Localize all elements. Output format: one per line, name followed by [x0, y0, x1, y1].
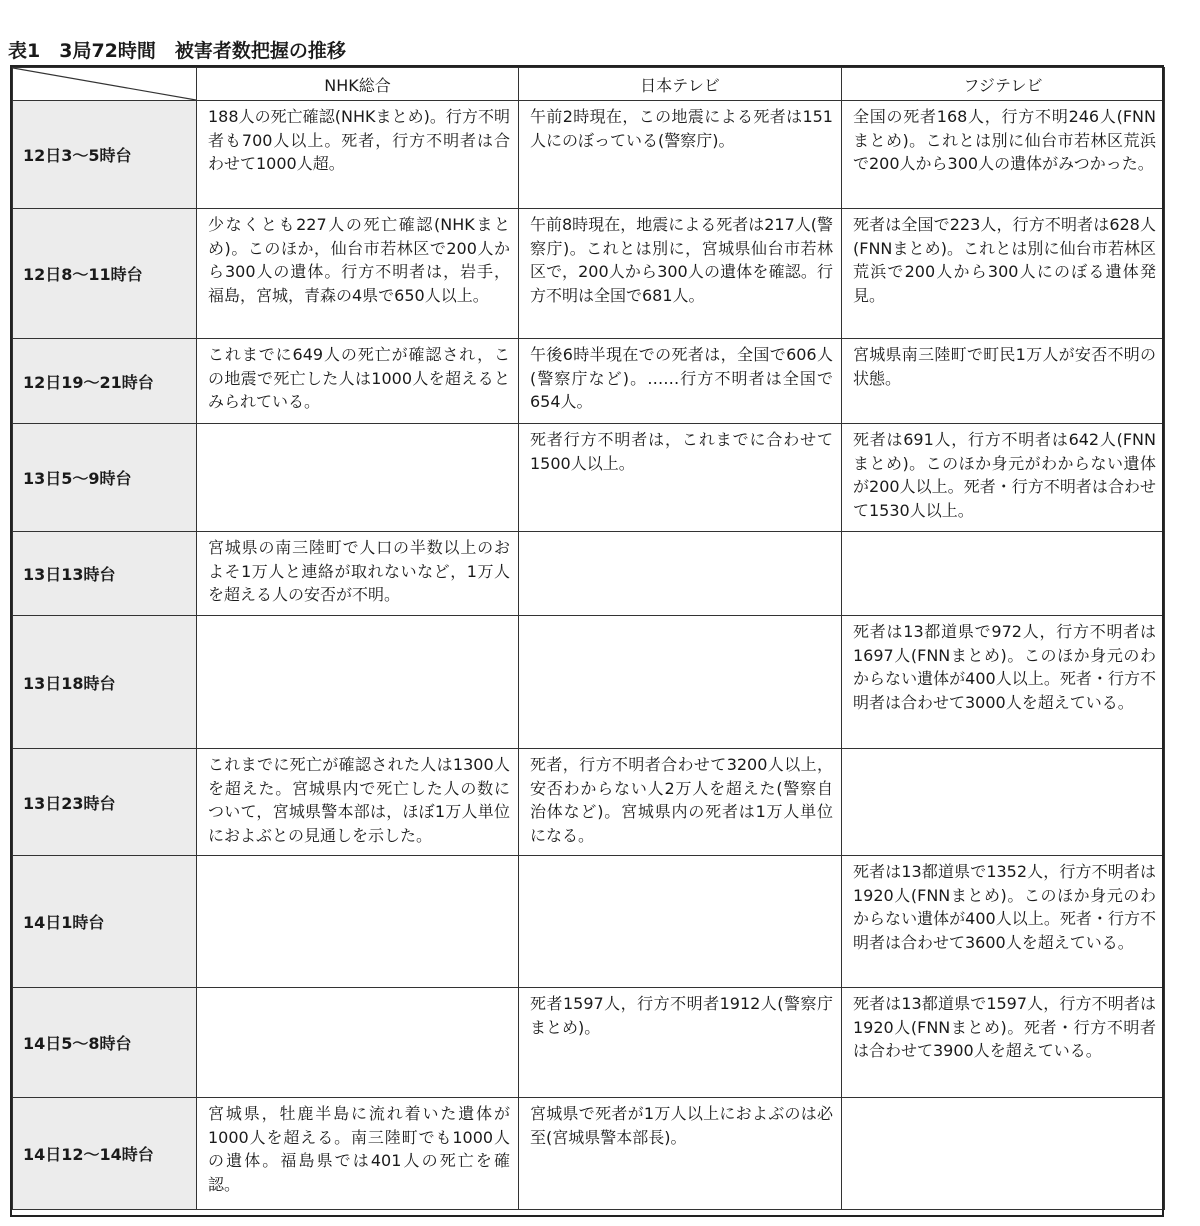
ntv-cell: [519, 616, 842, 749]
time-slot: 12日19～21時台: [13, 339, 197, 424]
ntv-cell: 午前8時現在，地震による死者は217人(警察庁)。これとは別に，宮城県仙台市若林区で，200人から300人の遺体を確認。行方不明は全国で681人。: [519, 209, 842, 339]
table-title: 表1 3局72時間 被害者数把握の推移: [8, 40, 346, 62]
nhk-cell: 188人の死亡確認(NHKまとめ)。行方不明者も700人以上。死者，行方不明者は合わせて1000人超。: [197, 101, 519, 209]
fuji-cell: 死者は全国で223人，行方不明者は628人(FNNまとめ)。これとは別に仙台市若林区荒浜で200人から300人にのぼる遺体発見。: [842, 209, 1165, 339]
column-header-ntv: 日本テレビ: [519, 68, 842, 101]
table-row: [13, 424, 1165, 532]
fuji-cell: 宮城県南三陸町で町民1万人が安否不明の状態。: [842, 339, 1165, 424]
table-row: [13, 101, 1165, 209]
fuji-cell: [842, 749, 1165, 856]
fuji-cell: 死者は13都道県で1597人，行方不明者は1920人(FNNまとめ)。死者・行方不明者は合わせて3900人を超えている。: [842, 988, 1165, 1098]
ntv-cell: 死者1597人，行方不明者1912人(警察庁まとめ)。: [519, 988, 842, 1098]
nhk-cell: [197, 988, 519, 1098]
table-row: [13, 616, 1165, 749]
casualty-table: [12, 67, 1165, 1210]
table-row: [13, 988, 1165, 1098]
time-slot: 14日1時台: [13, 856, 197, 988]
nhk-cell: 宮城県，牡鹿半島に流れ着いた遺体が1000人を超える。南三陸町でも1000人の遺体。福島県では401人の死亡を確認。: [197, 1098, 519, 1210]
ntv-cell: [519, 532, 842, 616]
fuji-cell: 死者は13都道県で1352人，行方不明者は1920人(FNNまとめ)。このほか身元のわからない遺体が400人以上。死者・行方不明者は合わせて3600人を超えている。: [842, 856, 1165, 988]
time-slot: 13日18時台: [13, 616, 197, 749]
nhk-cell: 少なくとも227人の死亡確認(NHKまとめ)。このほか，仙台市若林区で200人から300人の遺体。行方不明者は，岩手，福島，宮城，青森の4県で650人以上。: [197, 209, 519, 339]
fuji-cell: [842, 1098, 1165, 1210]
table-row: [13, 339, 1165, 424]
time-slot: 14日12～14時台: [13, 1098, 197, 1210]
ntv-cell: 宮城県で死者が1万人以上におよぶのは必至(宮城県警本部長)。: [519, 1098, 842, 1210]
nhk-cell: 宮城県の南三陸町で人口の半数以上のおよそ1万人と連絡が取れないなど，1万人を超える人の安否が不明。: [197, 532, 519, 616]
header-row: [13, 68, 1165, 101]
nhk-cell: [197, 424, 519, 532]
table-row: [13, 1098, 1165, 1210]
time-slot: 14日5～8時台: [13, 988, 197, 1098]
table-row: [13, 856, 1165, 988]
fuji-cell: 全国の死者168人，行方不明246人(FNNまとめ)。これとは別に仙台市若林区荒浜で200人から300人の遺体がみつかった。: [842, 101, 1165, 209]
time-slot: 13日13時台: [13, 532, 197, 616]
time-slot: 12日3～5時台: [13, 101, 197, 209]
ntv-cell: 午後6時半現在での死者は，全国で606人(警察庁など)。……行方不明者は全国で654人。: [519, 339, 842, 424]
column-header-fuji: フジテレビ: [842, 68, 1165, 101]
ntv-cell: 死者，行方不明者合わせて3200人以上，安否わからない人2万人を超えた(警察自治体など)。宮城県内の死者は1万人単位になる。: [519, 749, 842, 856]
nhk-cell: これまでに死亡が確認された人は1300人を超えた。宮城県内で死亡した人の数について，宮城県警本部は，ほぼ1万人単位におよぶとの見通しを示した。: [197, 749, 519, 856]
time-slot: 13日23時台: [13, 749, 197, 856]
time-slot: 12日8～11時台: [13, 209, 197, 339]
table-row: [13, 209, 1165, 339]
nhk-cell: これまでに649人の死亡が確認され，この地震で死亡した人は1000人を超えるとみられている。: [197, 339, 519, 424]
fuji-cell: [842, 532, 1165, 616]
table-row: [13, 749, 1165, 856]
ntv-cell: 死者行方不明者は，これまでに合わせて1500人以上。: [519, 424, 842, 532]
nhk-cell: [197, 616, 519, 749]
table-row: [13, 532, 1165, 616]
fuji-cell: 死者は691人，行方不明者は642人(FNNまとめ)。このほか身元がわからない遺体が200人以上。死者・行方不明者は合わせて1530人以上。: [842, 424, 1165, 532]
nhk-cell: [197, 856, 519, 988]
corner-cell: [13, 68, 197, 101]
time-slot: 13日5～9時台: [13, 424, 197, 532]
ntv-cell: 午前2時現在，この地震による死者は151人にのぼっている(警察庁)。: [519, 101, 842, 209]
fuji-cell: 死者は13都道県で972人，行方不明者は1697人(FNNまとめ)。このほか身元のわからない遺体が400人以上。死者・行方不明者は合わせて3000人を超えている。: [842, 616, 1165, 749]
ntv-cell: [519, 856, 842, 988]
column-header-nhk: NHK総合: [197, 68, 519, 101]
diagonal-line: [13, 68, 196, 100]
